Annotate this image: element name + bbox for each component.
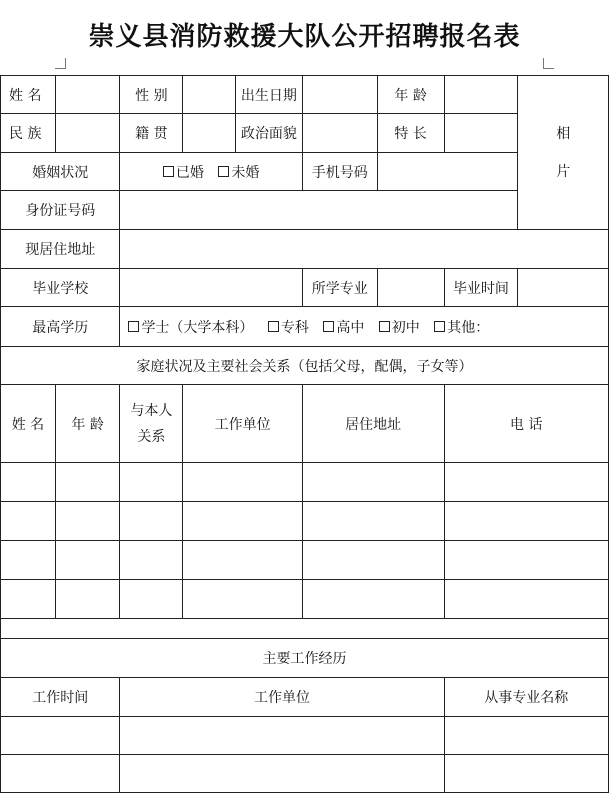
edu-option-bachelor[interactable]: 学士（大学本科） [128,320,253,336]
family-col-relation: 与本人 关系 [120,385,183,463]
family-col-workplace: 工作单位 [183,385,303,463]
photo-label-bottom: 片 [556,163,571,180]
work-cell[interactable] [444,755,609,793]
family-cell[interactable] [55,541,120,580]
work-cell[interactable] [444,717,609,755]
corner-mark-right [543,58,554,69]
blank-row [1,619,609,639]
work-cell[interactable] [1,755,120,793]
family-cell[interactable] [55,463,120,502]
phone-field[interactable] [377,153,518,191]
family-row [1,541,609,580]
work-row [1,717,609,755]
ethnicity-field[interactable] [55,114,120,153]
marital-options [120,153,302,191]
education-options [120,307,609,347]
name-label: 姓 名 [1,76,56,114]
edu-option-college[interactable]: 专科 [268,320,309,336]
family-cell[interactable] [183,541,303,580]
work-cell[interactable] [120,755,444,793]
name-field[interactable] [55,76,120,114]
family-cell[interactable] [302,580,444,619]
family-cell[interactable] [1,502,56,541]
family-cell[interactable] [183,580,303,619]
family-cell[interactable] [444,580,609,619]
family-cell[interactable] [120,502,183,541]
work-heading: 主要工作经历 [1,639,609,678]
family-cell[interactable] [183,502,303,541]
married-checkbox[interactable]: 已婚 [163,165,204,181]
form-title: 崇义县消防救援大队公开招聘报名表 [88,22,521,52]
phone-label: 手机号码 [302,153,377,191]
gender-field[interactable] [183,76,236,114]
family-cell[interactable] [302,463,444,502]
family-row [1,502,609,541]
edu-option-middleschool[interactable]: 初中 [379,320,420,336]
registration-form [0,75,609,793]
family-row [1,463,609,502]
political-label: 政治面貌 [235,114,302,153]
work-col-unit: 工作单位 [120,678,444,717]
specialty-label: 特 长 [377,114,444,153]
address-field[interactable] [120,230,609,269]
family-cell[interactable] [302,541,444,580]
family-col-age: 年 龄 [55,385,120,463]
school-label: 毕业学校 [1,269,120,307]
idcard-label: 身份证号码 [1,191,120,230]
family-cell[interactable] [444,463,609,502]
family-cell[interactable] [1,541,56,580]
edu-option-other[interactable]: 其他： [434,320,489,336]
birth-label: 出生日期 [235,76,302,114]
major-field[interactable] [377,269,444,307]
family-cell[interactable] [120,580,183,619]
age-label: 年 龄 [377,76,444,114]
gender-label: 性 别 [120,76,183,114]
idcard-field[interactable] [120,191,518,230]
family-cell[interactable] [444,541,609,580]
work-row [1,755,609,793]
family-cell[interactable] [55,502,120,541]
birth-field[interactable] [302,76,377,114]
family-cell[interactable] [183,463,303,502]
family-col-name: 姓 名 [1,385,56,463]
unmarried-checkbox[interactable]: 未婚 [218,165,259,181]
family-cell[interactable] [55,580,120,619]
family-cell[interactable] [120,541,183,580]
family-cell[interactable] [1,463,56,502]
work-cell[interactable] [1,717,120,755]
school-field[interactable] [120,269,302,307]
corner-mark-left [55,58,66,69]
political-field[interactable] [302,114,377,153]
family-row [1,580,609,619]
address-label: 现居住地址 [1,230,120,269]
photo-box[interactable] [518,76,609,230]
work-col-field: 从事专业名称 [444,678,609,717]
work-col-time: 工作时间 [1,678,120,717]
family-heading: 家庭状况及主要社会关系（包括父母，配偶，子女等） [1,347,609,385]
grad-time-field[interactable] [518,269,609,307]
family-cell[interactable] [120,463,183,502]
major-label: 所学专业 [302,269,377,307]
native-label: 籍 贯 [120,114,183,153]
native-field[interactable] [183,114,236,153]
photo-label-top: 相 [556,125,571,142]
marital-label: 婚姻状况 [1,153,120,191]
family-cell[interactable] [444,502,609,541]
family-cell[interactable] [1,580,56,619]
age-field[interactable] [444,76,518,114]
education-label: 最高学历 [1,307,120,347]
ethnicity-label: 民 族 [1,114,56,153]
family-col-phone: 电 话 [444,385,609,463]
family-col-residence: 居住地址 [302,385,444,463]
edu-option-highschool[interactable]: 高中 [323,320,364,336]
work-cell[interactable] [120,717,444,755]
family-cell[interactable] [302,502,444,541]
specialty-field[interactable] [444,114,518,153]
grad-time-label: 毕业时间 [444,269,518,307]
